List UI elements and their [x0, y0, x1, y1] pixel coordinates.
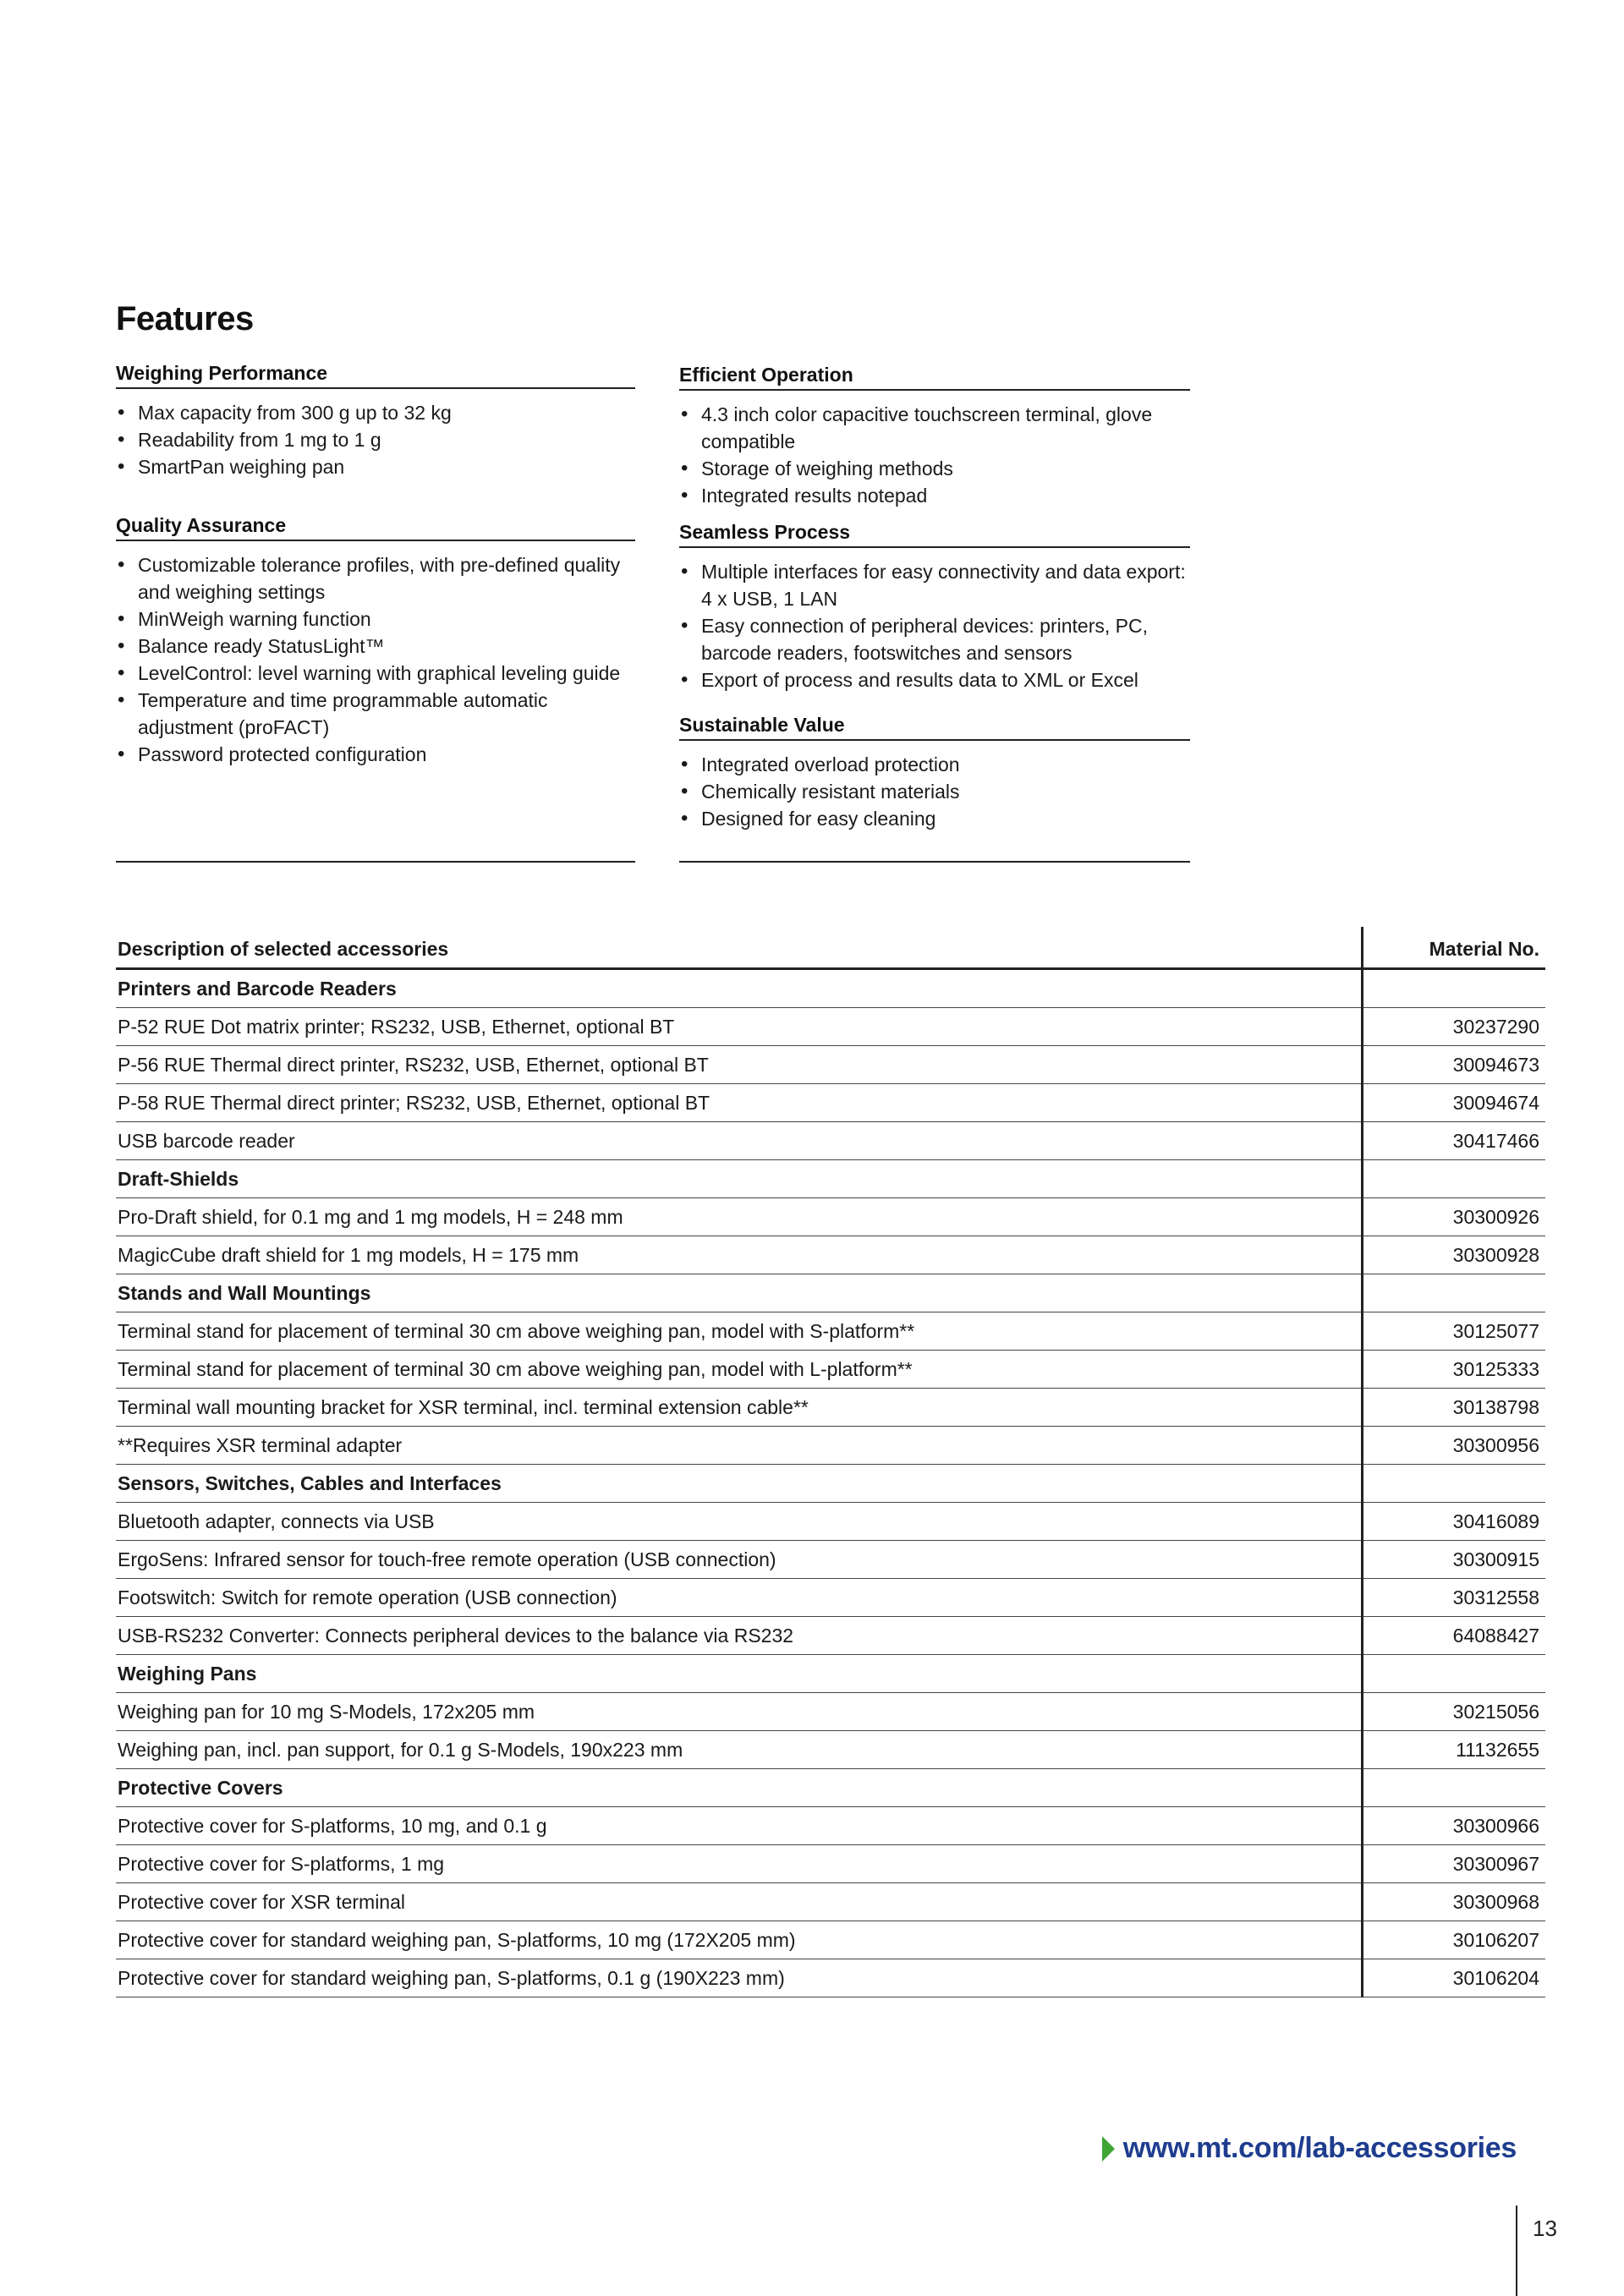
section-heading: Seamless Process — [679, 521, 1190, 548]
column-header-description: Description of selected accessories — [116, 927, 1363, 969]
material-number: 30237290 — [1363, 1008, 1546, 1046]
table-row — [116, 1617, 1545, 1655]
table-row — [116, 1541, 1545, 1579]
material-number: 30300928 — [1363, 1236, 1546, 1274]
feature-list — [116, 399, 635, 480]
accessory-description: Protective cover for standard weighing pan, S-platforms, 10 mg (172X205 mm) — [116, 1921, 1363, 1959]
table-header-row — [116, 927, 1545, 969]
table-row — [116, 1008, 1545, 1046]
feature-section-seamless-process — [679, 521, 1190, 693]
feature-item: • Readability from 1 mg to 1 g — [116, 426, 635, 453]
material-number: 11132655 — [1363, 1731, 1546, 1769]
material-number: 30300966 — [1363, 1807, 1546, 1845]
accessory-description: MagicCube draft shield for 1 mg models, H = 175 mm — [116, 1236, 1363, 1274]
feature-item: • LevelControl: level warning with graphical leveling guide — [116, 660, 635, 687]
accessories-table-body — [116, 969, 1545, 1997]
table-row — [116, 1312, 1545, 1351]
material-number: 30106204 — [1363, 1959, 1546, 1997]
feature-list — [679, 751, 1190, 832]
table-row — [116, 1389, 1545, 1427]
table-row — [116, 1236, 1545, 1274]
table-row — [116, 1883, 1545, 1921]
accessory-description: USB barcode reader — [116, 1122, 1363, 1160]
accessories-table — [116, 927, 1545, 1997]
page-number: 13 — [1533, 2216, 1557, 2241]
table-row — [116, 1046, 1545, 1084]
accessory-description: P-58 RUE Thermal direct printer; RS232, USB, Ethernet, optional BT — [116, 1084, 1363, 1122]
accessory-description: **Requires XSR terminal adapter — [116, 1427, 1363, 1465]
material-number: 30300926 — [1363, 1198, 1546, 1236]
arrow-right-icon — [1102, 2136, 1115, 2162]
page-number-divider — [1516, 2206, 1517, 2296]
accessory-description: USB-RS232 Converter: Connects peripheral devices to the balance via RS232 — [116, 1617, 1363, 1655]
section-heading: Sustainable Value — [679, 714, 1190, 741]
column-header-material: Material No. — [1363, 927, 1546, 969]
material-number: 30417466 — [1363, 1122, 1546, 1160]
accessory-description: Terminal stand for placement of terminal 30 cm above weighing pan, model with S-platform** — [116, 1312, 1363, 1351]
feature-item: • Export of process and results data to XML or Excel — [679, 666, 1190, 693]
material-number: 30138798 — [1363, 1389, 1546, 1427]
material-number: 30300967 — [1363, 1845, 1546, 1883]
category-label: Sensors, Switches, Cables and Interfaces — [116, 1465, 1363, 1503]
table-row — [116, 1122, 1545, 1160]
material-number: 30106207 — [1363, 1921, 1546, 1959]
accessory-description: Protective cover for S-platforms, 1 mg — [116, 1845, 1363, 1883]
page-title: Features — [116, 300, 254, 337]
accessory-description: P-52 RUE Dot matrix printer; RS232, USB, Ethernet, optional BT — [116, 1008, 1363, 1046]
category-label: Weighing Pans — [116, 1655, 1363, 1693]
features-right-column — [679, 364, 1190, 832]
table-row — [116, 1845, 1545, 1883]
feature-item: • Password protected configuration — [116, 741, 635, 768]
table-category-row — [116, 1655, 1545, 1693]
material-number: 30094673 — [1363, 1046, 1546, 1084]
table-row — [116, 1503, 1545, 1541]
table-row — [116, 1084, 1545, 1122]
accessory-description: Protective cover for standard weighing pan, S-platforms, 0.1 g (190X223 mm) — [116, 1959, 1363, 1997]
feature-list — [116, 551, 635, 768]
table-row — [116, 1731, 1545, 1769]
category-material-cell — [1363, 969, 1546, 1008]
accessory-description: Terminal stand for placement of terminal 30 cm above weighing pan, model with L-platform** — [116, 1351, 1363, 1389]
feature-item: • MinWeigh warning function — [116, 606, 635, 633]
feature-section-weighing-performance — [116, 362, 635, 480]
table-row — [116, 1921, 1545, 1959]
table-category-row — [116, 969, 1545, 1008]
category-material-cell — [1363, 1769, 1546, 1807]
footer-link[interactable] — [1102, 2132, 1517, 2165]
features-left-column — [116, 362, 635, 768]
feature-item: • Max capacity from 300 g up to 32 kg — [116, 399, 635, 426]
material-number: 30416089 — [1363, 1503, 1546, 1541]
feature-item: • Integrated overload protection — [679, 751, 1190, 778]
feature-item: • Temperature and time programmable automatic adjustment (proFACT) — [116, 687, 635, 741]
feature-item: • SmartPan weighing pan — [116, 453, 635, 480]
category-material-cell — [1363, 1655, 1546, 1693]
accessory-description: Protective cover for S-platforms, 10 mg, and 0.1 g — [116, 1807, 1363, 1845]
material-number: 30125333 — [1363, 1351, 1546, 1389]
material-number: 30300915 — [1363, 1541, 1546, 1579]
feature-item: • Designed for easy cleaning — [679, 805, 1190, 832]
accessory-description: Weighing pan, incl. pan support, for 0.1 g S-Models, 190x223 mm — [116, 1731, 1363, 1769]
table-category-row — [116, 1769, 1545, 1807]
category-material-cell — [1363, 1465, 1546, 1503]
material-number: 30094674 — [1363, 1084, 1546, 1122]
table-row — [116, 1198, 1545, 1236]
category-label: Draft-Shields — [116, 1160, 1363, 1198]
accessory-description: P-56 RUE Thermal direct printer, RS232, USB, Ethernet, optional BT — [116, 1046, 1363, 1084]
feature-section-quality-assurance — [116, 514, 635, 768]
material-number: 30312558 — [1363, 1579, 1546, 1617]
accessory-description: Weighing pan for 10 mg S-Models, 172x205 mm — [116, 1693, 1363, 1731]
feature-section-sustainable-value — [679, 714, 1190, 832]
material-number: 30215056 — [1363, 1693, 1546, 1731]
table-row — [116, 1959, 1545, 1997]
section-divider — [116, 861, 635, 863]
feature-item: • 4.3 inch color capacitive touchscreen terminal, glove compatible — [679, 401, 1190, 455]
feature-list — [679, 558, 1190, 693]
feature-list — [679, 401, 1190, 509]
table-row — [116, 1807, 1545, 1845]
material-number: 64088427 — [1363, 1617, 1546, 1655]
category-material-cell — [1363, 1274, 1546, 1312]
section-heading: Weighing Performance — [116, 362, 635, 389]
material-number: 30125077 — [1363, 1312, 1546, 1351]
feature-item: • Balance ready StatusLight™ — [116, 633, 635, 660]
category-label: Printers and Barcode Readers — [116, 969, 1363, 1008]
section-heading: Efficient Operation — [679, 364, 1190, 391]
feature-section-efficient-operation — [679, 364, 1190, 509]
category-label: Stands and Wall Mountings — [116, 1274, 1363, 1312]
table-row — [116, 1579, 1545, 1617]
material-number: 30300956 — [1363, 1427, 1546, 1465]
accessory-description: Bluetooth adapter, connects via USB — [116, 1503, 1363, 1541]
feature-item: • Chemically resistant materials — [679, 778, 1190, 805]
section-divider — [679, 861, 1190, 863]
category-label: Protective Covers — [116, 1769, 1363, 1807]
table-row — [116, 1427, 1545, 1465]
feature-item: • Multiple interfaces for easy connectivity and data export: 4 x USB, 1 LAN — [679, 558, 1190, 612]
table-row — [116, 1693, 1545, 1731]
table-category-row — [116, 1160, 1545, 1198]
accessory-description: Protective cover for XSR terminal — [116, 1883, 1363, 1921]
category-material-cell — [1363, 1160, 1546, 1198]
accessory-description: ErgoSens: Infrared sensor for touch-free remote operation (USB connection) — [116, 1541, 1363, 1579]
table-category-row — [116, 1274, 1545, 1312]
section-heading: Quality Assurance — [116, 514, 635, 541]
feature-item: • Storage of weighing methods — [679, 455, 1190, 482]
table-category-row — [116, 1465, 1545, 1503]
feature-item: • Integrated results notepad — [679, 482, 1190, 509]
accessories-link[interactable]: www.mt.com/lab-accessories — [1122, 2132, 1517, 2164]
material-number: 30300968 — [1363, 1883, 1546, 1921]
accessory-description: Footswitch: Switch for remote operation (USB connection) — [116, 1579, 1363, 1617]
table-row — [116, 1351, 1545, 1389]
feature-item: • Easy connection of peripheral devices: printers, PC, barcode readers, footswitches and sensors — [679, 612, 1190, 666]
feature-item: • Customizable tolerance profiles, with pre-defined quality and weighing settings — [116, 551, 635, 606]
accessory-description: Pro-Draft shield, for 0.1 mg and 1 mg models, H = 248 mm — [116, 1198, 1363, 1236]
accessory-description: Terminal wall mounting bracket for XSR terminal, incl. terminal extension cable** — [116, 1389, 1363, 1427]
